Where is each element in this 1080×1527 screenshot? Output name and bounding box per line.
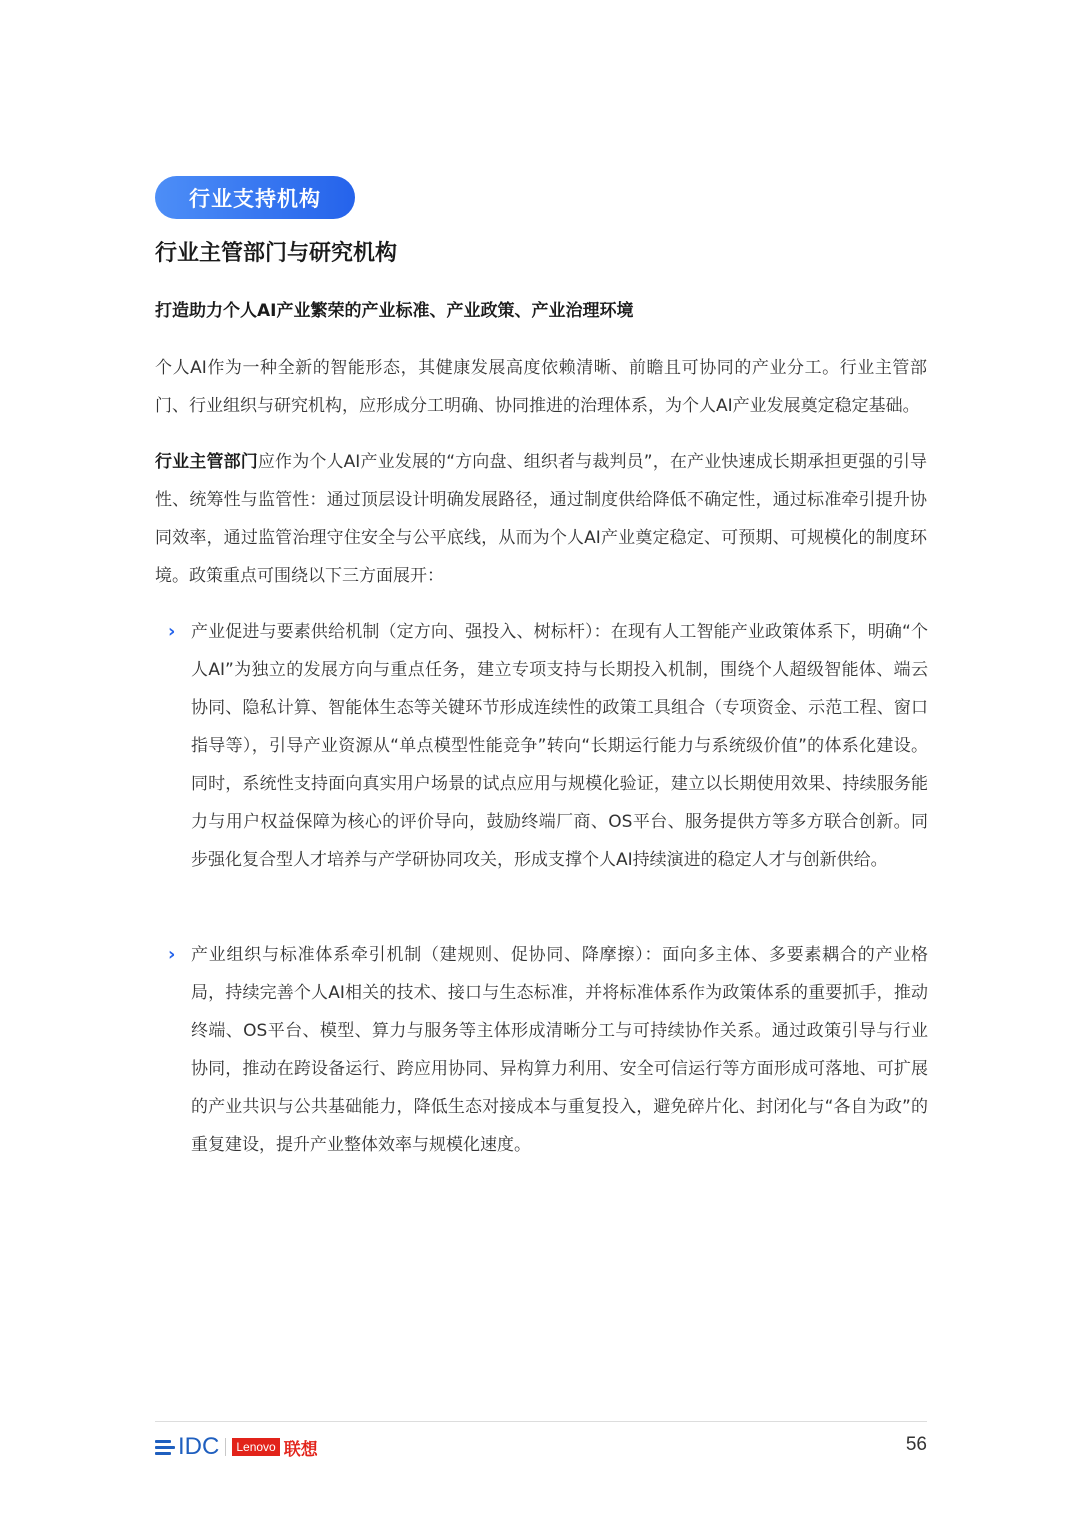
authority-lead: 行业主管部门 [155,452,258,472]
bullet-text: 产业促进与要素供给机制（定方向、强投入、树标杆）：在现有人工智能产业政策体系下，明确“个人AI”为独立的发展方向与重点任务，建立专项支持与长期投入机制，围绕个人超级智能体、端云协同、隐私计算、智能体生态等关键环节形成连续性的政策工具组合（专项资金、示范工程、窗口指导等），引导产业资源从“单点模型性能竞争”转向“长期运行能力与系统级价值”的体系化建设。同时，系统性支持面向真实用户场景的试点应用与规模化验证，建立以长期使用效果、持续服务能力与用户权益保障为核心的评价导向，鼓励终端厂商、OS平台、服务提供方等多方联合创新。同步强化复合型人才培养与产学研协同攻关，形成支撑个人AI持续演进的稳定人才与创新供给。 [191,622,928,870]
section-pill-label: 行业支持机构 [189,186,321,211]
section-heading: 行业主管部门与研究机构 [155,241,398,266]
lenovo-logo: Lenovo [232,1438,279,1456]
list-item [168,936,928,1164]
authority-text: 应作为个人AI产业发展的“方向盘、组织者与裁判员”，在产业快速成长期承担更强的引导性、统筹性与监管性：通过顶层设计明确发展路径，通过制度供给降低不确定性，通过标准牵引提升协同效率，通过监管治理守住安全与公平底线，从而为个人AI产业奠定稳定、可预期、可规模化的制度环境。政策重点可围绕以下三方面展开： [155,452,927,586]
footer-logos [155,1433,318,1461]
intro-paragraph: 个人AI作为一种全新的智能形态，其健康发展高度依赖清晰、前瞻且可协同的产业分工。行业主管部门、行业组织与研究机构，应形成分工明确、协同推进的治理体系，为个人AI产业发展奠定稳定基础。 [155,358,927,416]
logo-separator [225,1438,226,1456]
page-number: 56 [905,1434,927,1455]
chevron-right-icon: › [168,621,176,642]
idc-logo-icon [155,1440,175,1455]
chevron-right-icon: › [168,944,176,965]
idc-logo: IDC [178,1433,220,1460]
bullet-text: 产业组织与标准体系牵引机制（建规则、促协同、降摩擦）：面向多主体、多要素耦合的产业格局，持续完善个人AI相关的技术、接口与生态标准，并将标准体系作为政策体系的重要抓手，推动终端、OS平台、模型、算力与服务等主体形成清晰分工与可持续协作关系。通过政策引导与行业协同，推动在跨设备运行、跨应用协同、异构算力利用、安全可信运行等方面形成可落地、可扩展的产业共识与公共基础能力，降低生态对接成本与重复投入，避免碎片化、封闭化与“各自为政”的重复建设，提升产业整体效率与规模化速度。 [191,945,928,1155]
footer-divider [155,1421,927,1422]
list-item [168,613,928,879]
authority-paragraph [155,443,927,595]
lenovo-cn-logo: 联想 [283,1439,318,1460]
section-pill [155,176,355,219]
subheading: 打造助力个人AI产业繁荣的产业标准、产业政策、产业治理环境 [155,301,634,321]
